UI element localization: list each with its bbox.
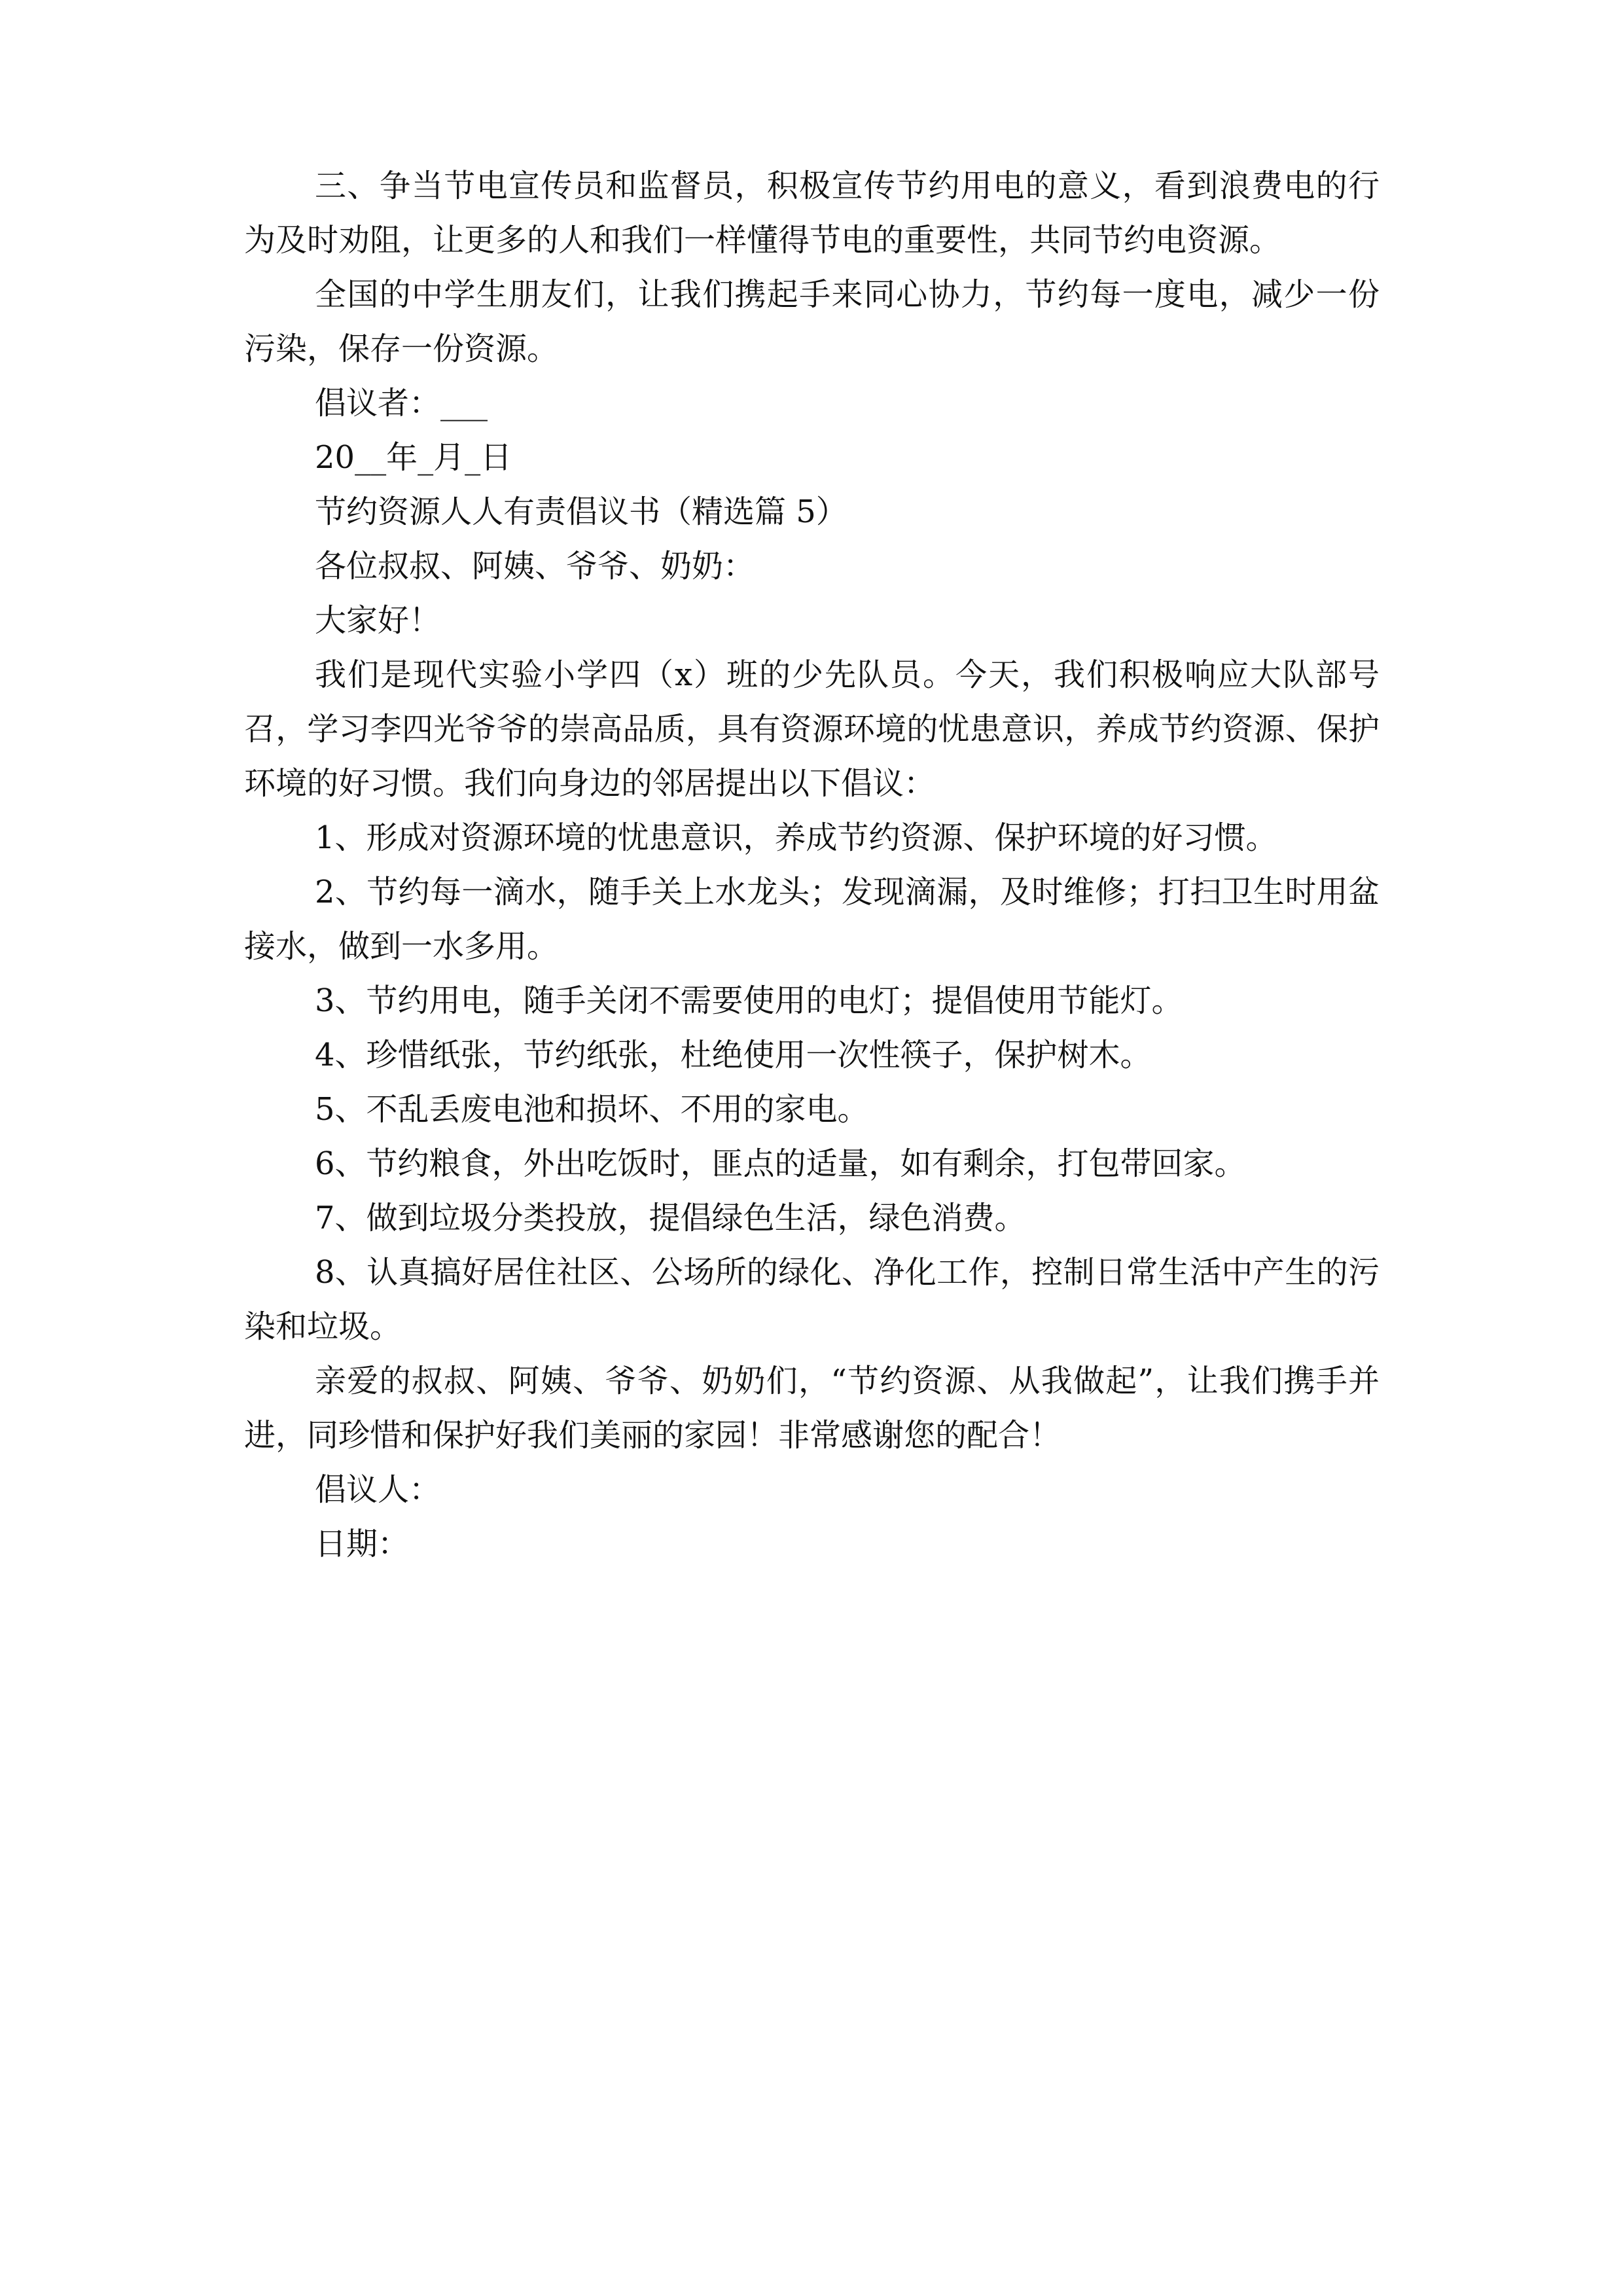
paragraph-initiator: 倡议者：___: [315, 385, 488, 422]
paragraph-closing: 亲爱的叔叔、阿姨、爷爷、奶奶们，“节约资源、从我做起”，让我们携手并进，同珍惜和保护好我们美丽的家园！非常感谢您的配合！: [244, 1363, 1380, 1454]
paragraph-greeting: 大家好！: [315, 602, 441, 639]
list-item-1: 1、形成对资源环境的忧患意识，养成节约资源、保护环境的好习惯。: [315, 819, 1277, 856]
paragraph-call-to-students: 全国的中学生朋友们，让我们携起手来同心协力，节约每一度电，减少一份污染，保存一份资源。: [244, 276, 1380, 367]
list-item-3: 3、节约用电，随手关闭不需要使用的电灯；提倡使用节能灯。: [315, 982, 1183, 1019]
list-item-6: 6、节约粮食，外出吃饭时，匪点的适量，如有剩余，打包带回家。: [315, 1145, 1246, 1182]
list-item-4: 4、珍惜纸张，节约纸张，杜绝使用一次性筷子，保护树木。: [315, 1037, 1152, 1073]
list-item-8: 8、认真搞好居住社区、公场所的绿化、净化工作，控制日常生活中产生的污染和垃圾。: [244, 1254, 1380, 1345]
list-item-2: 2、节约每一滴水，随手关上水龙头；发现滴漏，及时维修；打扫卫生时用盆接水，做到一水多用。: [244, 874, 1380, 965]
paragraph-electricity-point-three: 三、争当节电宣传员和监督员，积极宣传节约用电的意义，看到浪费电的行为及时劝阻，让更多的人和我们一样懂得节电的重要性，共同节约电资源。: [244, 168, 1380, 259]
document-body: [244, 159, 1380, 1571]
paragraph-introduction: 我们是现代实验小学四（x）班的少先队员。今天，我们积极响应大队部号召，学习李四光爷爷的崇高品质，具有资源环境的忧患意识，养成节约资源、保护环境的好习惯。我们向身边的邻居提出以下倡议：: [244, 656, 1380, 802]
paragraph-salutation: 各位叔叔、阿姨、爷爷、奶奶：: [315, 548, 755, 584]
paragraph-signature: 倡议人：: [315, 1471, 441, 1508]
list-item-5: 5、不乱丢废电池和损坏、不用的家电。: [315, 1091, 869, 1128]
section-title: 节约资源人人有责倡议书（精选篇 5）: [315, 493, 847, 530]
list-item-7: 7、做到垃圾分类投放，提倡绿色生活，绿色消费。: [315, 1200, 1026, 1236]
paragraph-signature-date: 日期：: [315, 1526, 410, 1562]
paragraph-date-placeholder: 20__年_月_日: [315, 439, 512, 476]
